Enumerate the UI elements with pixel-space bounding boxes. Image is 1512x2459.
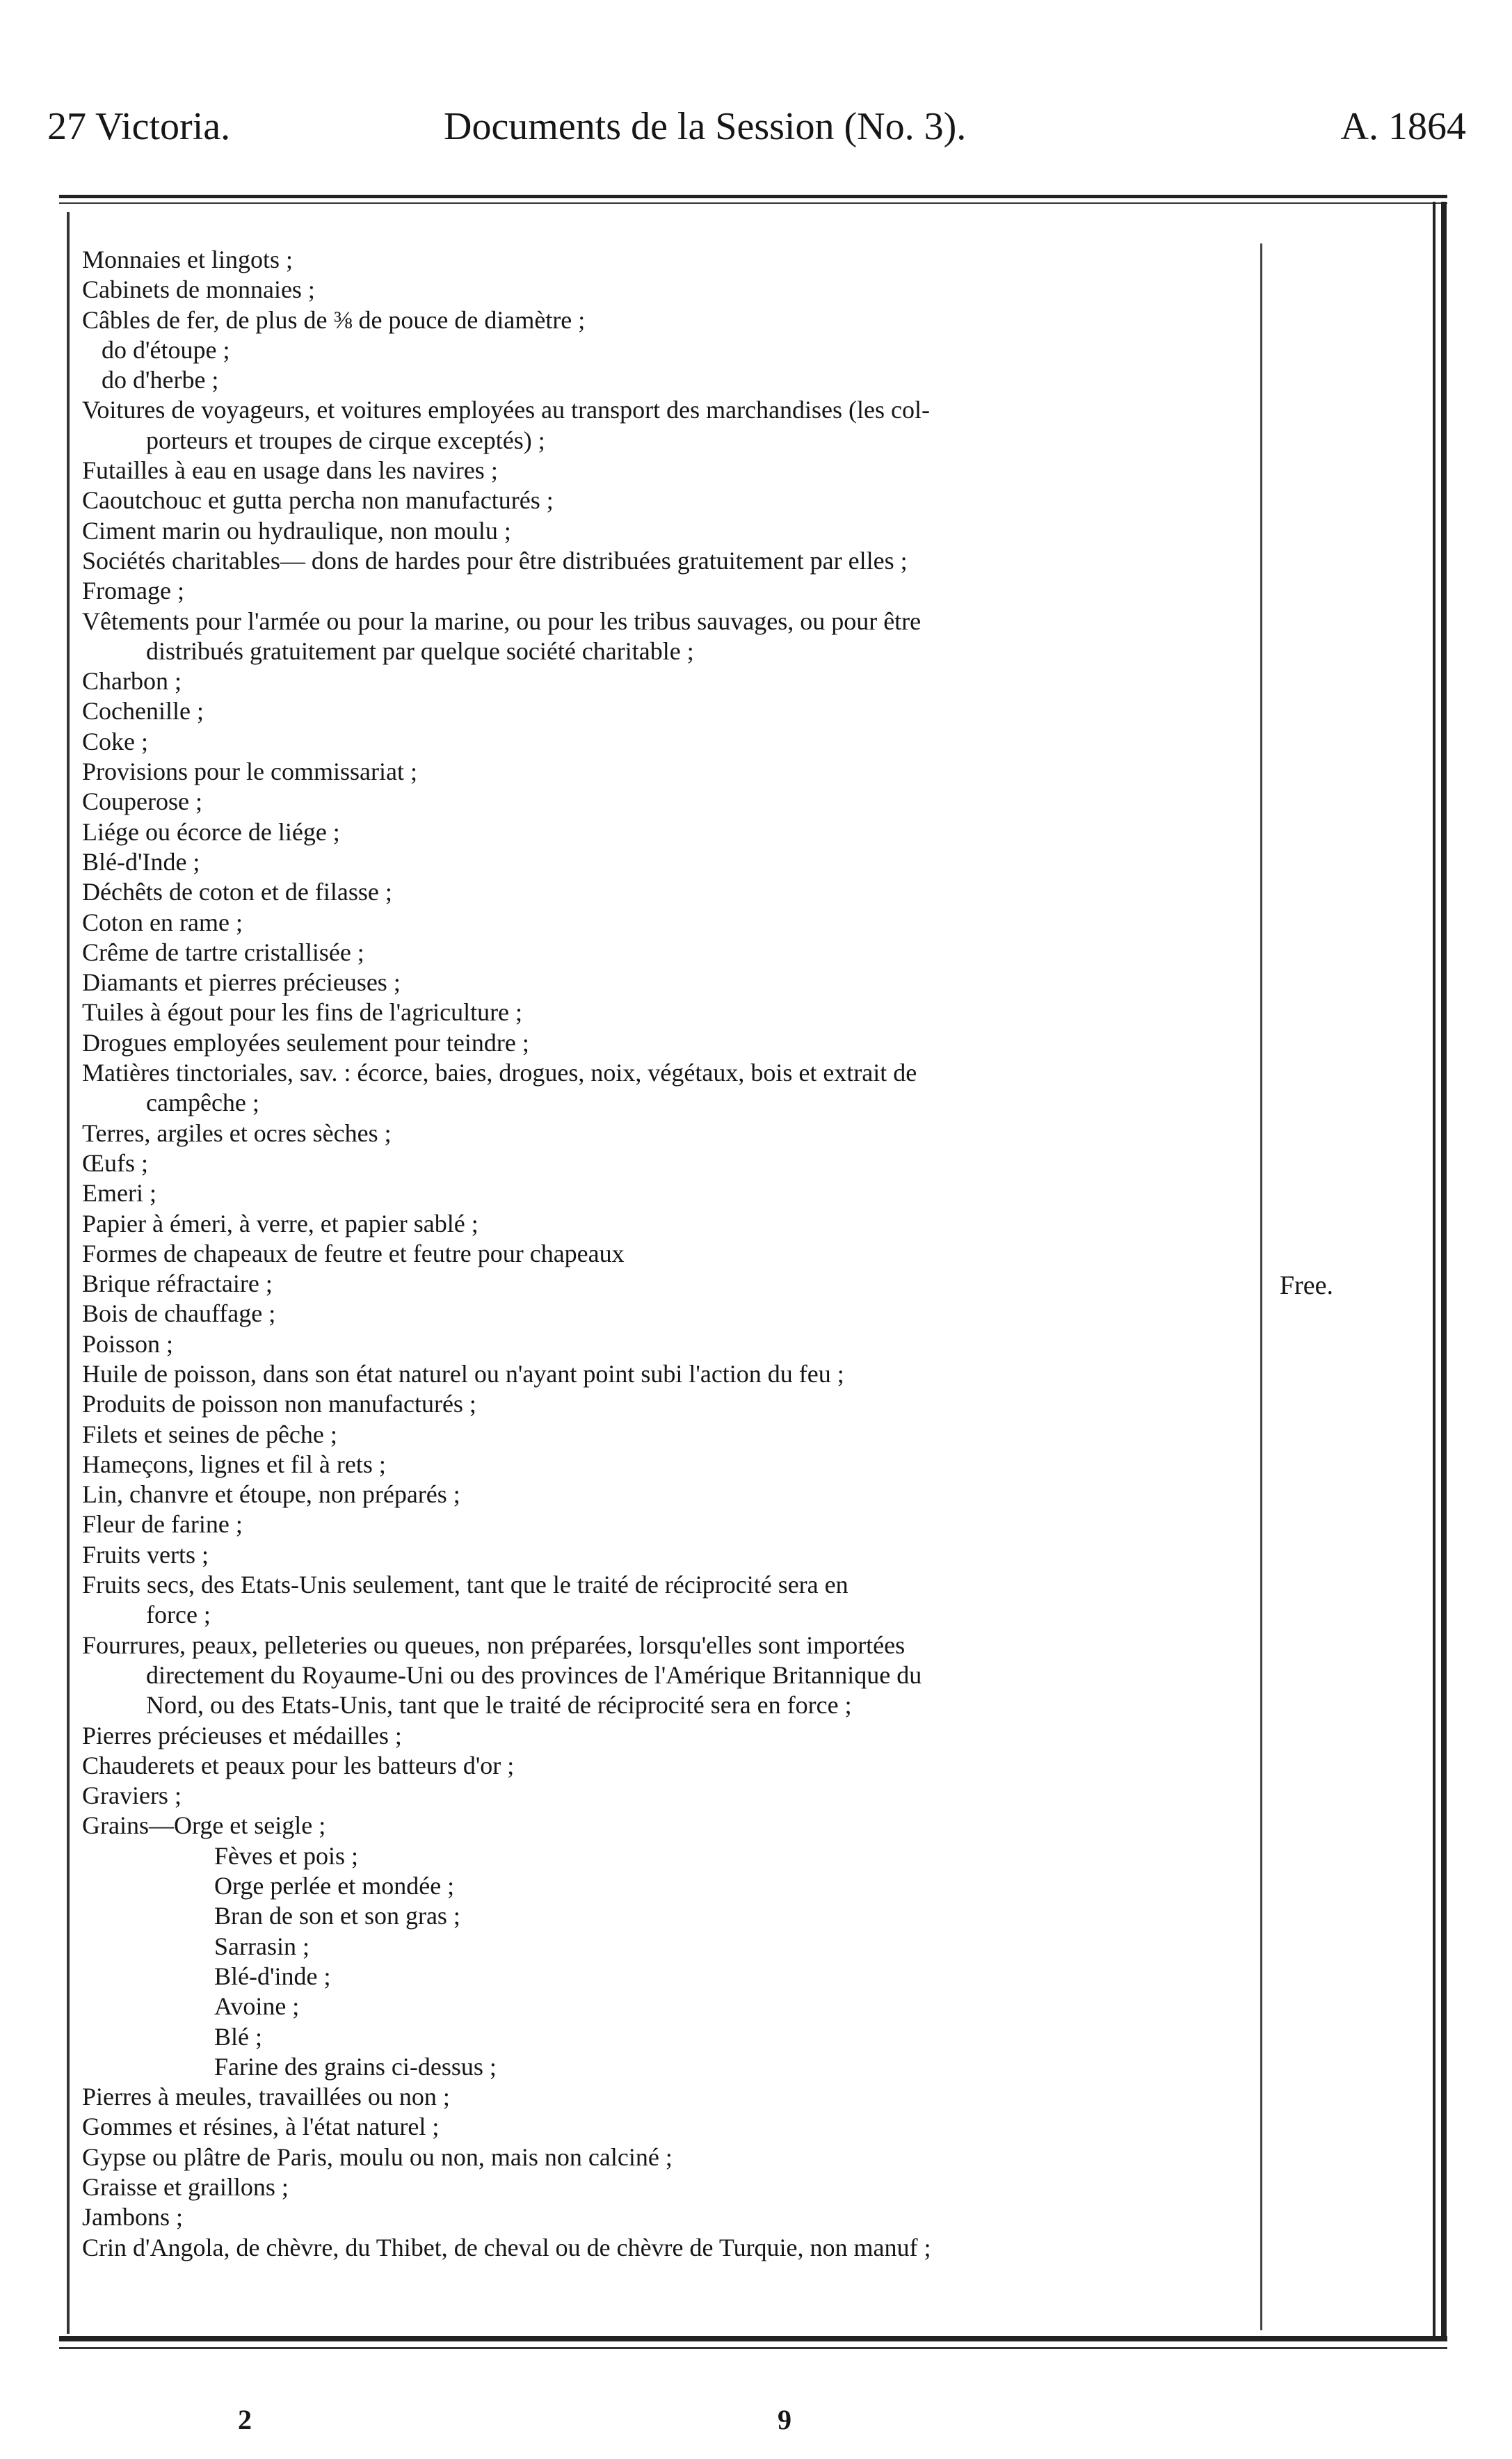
list-item: directement du Royaume-Uni ou des provinces de l'Amérique Britannique du (146, 1660, 922, 1689)
free-goods-list (82, 245, 1250, 2263)
list-item: Coton en rame ; (82, 908, 243, 936)
list-item: campêche ; (146, 1089, 259, 1117)
list-item: Coke ; (82, 727, 148, 755)
list-item: Lin, chanvre et étoupe, non préparés ; (82, 1480, 460, 1509)
list-item: Fruits secs, des Etats-Unis seulement, tant que le traité de réciprocité sera en (82, 1571, 849, 1599)
page-header (47, 104, 1466, 160)
header-title: Documents de la Session (No. 3). (444, 105, 967, 148)
frame-right-border-outer (1441, 202, 1447, 2337)
list-item: Ciment marin ou hydraulique, non moulu ; (82, 516, 511, 545)
list-item: Voitures de voyageurs, et voitures employées au transport des marchandises (les col- (82, 396, 930, 424)
list-item: Blé-d'inde ; (214, 1962, 331, 1990)
frame-right-border-inner (1433, 202, 1435, 2337)
list-item: Caoutchouc et gutta percha non manufacturés ; (82, 486, 554, 515)
list-item: Grains—Orge et seigle ; (82, 1811, 326, 1840)
page-number: 9 (778, 2404, 791, 2435)
list-item: Cochenille ; (82, 697, 204, 726)
list-item: Jambons ; (82, 2203, 184, 2232)
list-item: Pierres à meules, travaillées ou non ; (82, 2083, 450, 2111)
list-item: Avoine ; (214, 1992, 300, 2021)
list-item: do d'étoupe ; (102, 335, 230, 364)
list-item: Graviers ; (82, 1781, 182, 1810)
list-item: Fourrures, peaux, pelleteries ou queues, non préparées, lorsqu'elles sont importées (82, 1631, 906, 1659)
list-item: Produits de poisson non manufacturés ; (82, 1390, 476, 1418)
list-item: Fruits verts ; (82, 1540, 209, 1569)
signature-mark: 2 (238, 2404, 252, 2435)
list-item: Déchêts de coton et de filasse ; (82, 878, 392, 906)
list-item: Brique réfractaire ; (82, 1269, 273, 1298)
list-item: porteurs et troupes de cirque exceptés) ; (146, 426, 545, 454)
bottom-rule (59, 2336, 1447, 2341)
list-item: Futailles à eau en usage dans les navires ; (82, 456, 498, 485)
list-item: Chauderets et peaux pour les batteurs d'or ; (82, 1751, 515, 1779)
brace-line (1260, 243, 1262, 2330)
list-item: Nord, ou des Etats-Unis, tant que le traité de réciprocité sera en force ; (146, 1691, 852, 1720)
list-item: Fleur de farine ; (82, 1510, 243, 1539)
list-item: Cabinets de monnaies ; (82, 275, 315, 304)
list-item: Bois de chauffage ; (82, 1299, 276, 1328)
list-item: Charbon ; (82, 667, 182, 696)
list-item: Matières tinctoriales, sav. : écorce, baies, drogues, noix, végétaux, bois et extrait de (82, 1059, 917, 1087)
bottom-rule-thin (59, 2347, 1447, 2349)
list-item: Orge perlée et mondée ; (214, 1872, 455, 1900)
list-item: Bran de son et son gras ; (214, 1902, 460, 1930)
list-item: Emeri ; (82, 1179, 156, 1208)
list-item: Monnaies et lingots ; (82, 246, 293, 273)
list-item: force ; (146, 1601, 211, 1629)
list-item: Drogues employées seulement pour teindre ; (82, 1028, 529, 1057)
top-rule (59, 195, 1447, 198)
list-item: Vêtements pour l'armée ou pour la marine, ou pour les tribus sauvages, ou pour être (82, 607, 922, 635)
list-item: Sarrasin ; (214, 1932, 309, 1960)
list-item: Pierres précieuses et médailles ; (82, 1721, 402, 1749)
list-item: Blé ; (214, 2022, 262, 2051)
list-item: Diamants et pierres précieuses ; (82, 968, 401, 997)
frame-left-border (67, 212, 70, 2334)
list-item: Sociétés charitables— dons de hardes pour être distribuées gratuitement par elles ; (82, 546, 908, 575)
list-item: Gypse ou plâtre de Paris, moulu ou non, mais non calciné ; (82, 2142, 673, 2171)
list-item: Farine des grains ci-dessus ; (214, 2052, 497, 2081)
list-item: Fromage ; (82, 577, 184, 605)
list-item: Formes de chapeaux de feutre et feutre pour chapeaux (82, 1239, 625, 1267)
list-item: Poisson ; (82, 1329, 174, 1358)
list-item: Hameçons, lignes et fil à rets ; (82, 1450, 386, 1478)
list-item: Papier à émeri, à verre, et papier sablé ; (82, 1209, 478, 1237)
list-item: Liége ou écorce de liége ; (82, 817, 340, 846)
list-item: Provisions pour le commissariat ; (82, 758, 417, 786)
header-session-year: 27 Victoria. (47, 105, 231, 148)
list-item: do d'herbe ; (102, 366, 219, 394)
list-item: Crin d'Angola, de chèvre, du Thibet, de cheval ou de chèvre de Turquie, non manuf ; (82, 2233, 931, 2261)
list-item: Câbles de fer, de plus de ⅜ de pouce de diamètre ; (82, 305, 586, 334)
list-item: Graisse et graillons ; (82, 2173, 289, 2201)
list-item: Couperose ; (82, 787, 202, 816)
list-item: Huile de poisson, dans son état naturel ou n'ayant point subi l'action du feu ; (82, 1359, 844, 1388)
list-item: Filets et seines de pêche ; (82, 1420, 337, 1448)
list-item: Crême de tartre cristallisée ; (82, 938, 364, 966)
free-label: Free. (1280, 1271, 1334, 1300)
list-item: Gommes et résines, à l'état naturel ; (82, 2113, 440, 2141)
header-year: A. 1864 (1340, 105, 1466, 148)
list-item: Tuiles à égout pour les fins de l'agriculture ; (82, 998, 523, 1027)
list-item: distribués gratuitement par quelque société charitable ; (146, 636, 694, 665)
list-item: Fèves et pois ; (214, 1841, 358, 1870)
top-rule-thin (59, 202, 1447, 204)
list-item: Œufs ; (82, 1148, 149, 1177)
list-item: Terres, argiles et ocres sèches ; (82, 1119, 392, 1147)
list-item: Blé-d'Inde ; (82, 847, 200, 876)
